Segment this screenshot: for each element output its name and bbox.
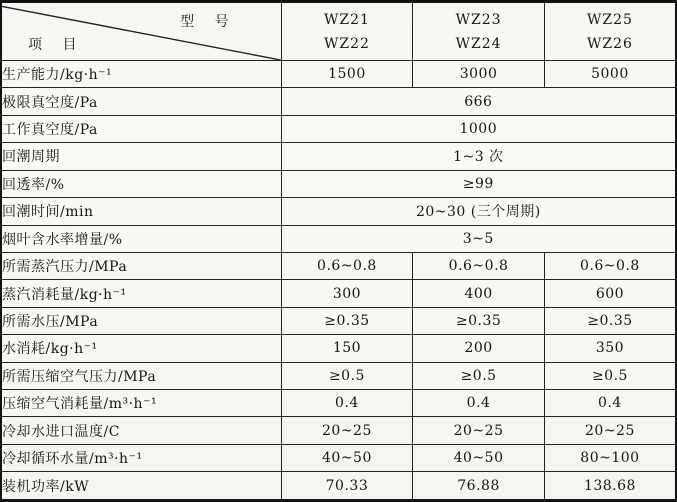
row-merged-value: 1~3 次 — [281, 143, 676, 170]
row-value: 70.33 — [281, 472, 413, 501]
row-value: 138.68 — [544, 472, 676, 501]
model-name: WZ21 — [323, 11, 370, 28]
header-item-label: 项 目 — [28, 37, 85, 53]
row-value: ≥0.35 — [544, 307, 676, 334]
row-label: 压缩空气消耗量/m³·h⁻¹ — [1, 390, 281, 417]
row-value: ≥0.5 — [413, 362, 545, 389]
row-value: 76.88 — [413, 472, 545, 501]
table-row-penetration-rate — [1, 170, 676, 197]
table-row-water-pressure — [1, 307, 676, 334]
row-label: 蒸汽消耗量/kg·h⁻¹ — [1, 280, 281, 307]
row-label: 烟叶含水率增量/% — [1, 225, 281, 252]
row-label: 所需蒸汽压力/MPa — [1, 252, 281, 279]
row-value: 0.6~0.8 — [413, 252, 545, 279]
table-row-conditioning-cycle — [1, 143, 676, 170]
table-row-moisture-increase — [1, 225, 676, 252]
row-value: 20~25 — [544, 417, 676, 444]
table-row-cooling-water-circulation — [1, 444, 676, 471]
column-header-wz21-wz22 — [281, 2, 413, 61]
row-value: 3000 — [413, 61, 545, 88]
row-value: 5000 — [544, 61, 676, 88]
row-value: ≥0.5 — [281, 362, 413, 389]
model-name: WZ23 — [455, 11, 502, 28]
row-merged-value: 666 — [281, 88, 676, 115]
table-row-working-vacuum — [1, 115, 676, 142]
model-name: WZ24 — [455, 35, 502, 52]
row-label: 所需压缩空气压力/MPa — [1, 362, 281, 389]
table-row-compressed-air-consumption — [1, 390, 676, 417]
row-value: ≥0.5 — [544, 362, 676, 389]
row-value: 200 — [413, 335, 545, 362]
row-label: 冷却水进口温度/C — [1, 417, 281, 444]
column-header-wz23-wz24 — [413, 2, 545, 61]
row-merged-value: 1000 — [281, 115, 676, 142]
row-label: 所需水压/MPa — [1, 307, 281, 334]
row-value: ≥0.35 — [413, 307, 545, 334]
row-value: 150 — [281, 335, 413, 362]
row-value: 600 — [544, 280, 676, 307]
table-row-water-consumption — [1, 335, 676, 362]
model-name: WZ25 — [586, 11, 633, 28]
row-value: 20~25 — [413, 417, 545, 444]
model-name: WZ26 — [586, 35, 633, 52]
row-merged-value: 20~30 (三个周期) — [281, 198, 676, 225]
row-value: 40~50 — [413, 444, 545, 471]
row-merged-value: 3~5 — [281, 225, 676, 252]
row-merged-value: ≥99 — [281, 170, 676, 197]
header-row — [1, 2, 676, 61]
table-row-steam-consumption — [1, 280, 676, 307]
row-value: 40~50 — [281, 444, 413, 471]
row-label: 装机功率/kW — [1, 472, 281, 501]
row-label: 冷却循环水量/m³·h⁻¹ — [1, 444, 281, 471]
row-label: 回潮周期 — [1, 143, 281, 170]
table-row-ultimate-vacuum — [1, 88, 676, 115]
row-value: 300 — [281, 280, 413, 307]
row-value: 0.4 — [413, 390, 545, 417]
table-row-conditioning-time — [1, 198, 676, 225]
row-label: 生产能力/kg·h⁻¹ — [1, 61, 281, 88]
row-label: 回透率/% — [1, 170, 281, 197]
row-value: 0.6~0.8 — [281, 252, 413, 279]
row-value: ≥0.35 — [281, 307, 413, 334]
header-model-label: 型 号 — [180, 14, 237, 30]
row-value: 20~25 — [281, 417, 413, 444]
table-row-cooling-water-inlet-temp — [1, 417, 676, 444]
row-label: 极限真空度/Pa — [1, 88, 281, 115]
column-header-wz25-wz26 — [544, 2, 676, 61]
row-label: 水消耗/kg·h⁻¹ — [1, 335, 281, 362]
row-value: 350 — [544, 335, 676, 362]
row-value: 80~100 — [544, 444, 676, 471]
row-value: 400 — [413, 280, 545, 307]
row-value: 0.4 — [281, 390, 413, 417]
row-label: 工作真空度/Pa — [1, 115, 281, 142]
table-row-production-capacity — [1, 61, 676, 88]
row-value: 1500 — [281, 61, 413, 88]
row-value: 0.6~0.8 — [544, 252, 676, 279]
table-row-installed-power — [1, 472, 676, 501]
diagonal-header-cell — [1, 2, 281, 61]
table-row-compressed-air-pressure — [1, 362, 676, 389]
table-row-steam-pressure — [1, 252, 676, 279]
row-label: 回潮时间/min — [1, 198, 281, 225]
model-name: WZ22 — [323, 35, 370, 52]
row-value: 0.4 — [544, 390, 676, 417]
